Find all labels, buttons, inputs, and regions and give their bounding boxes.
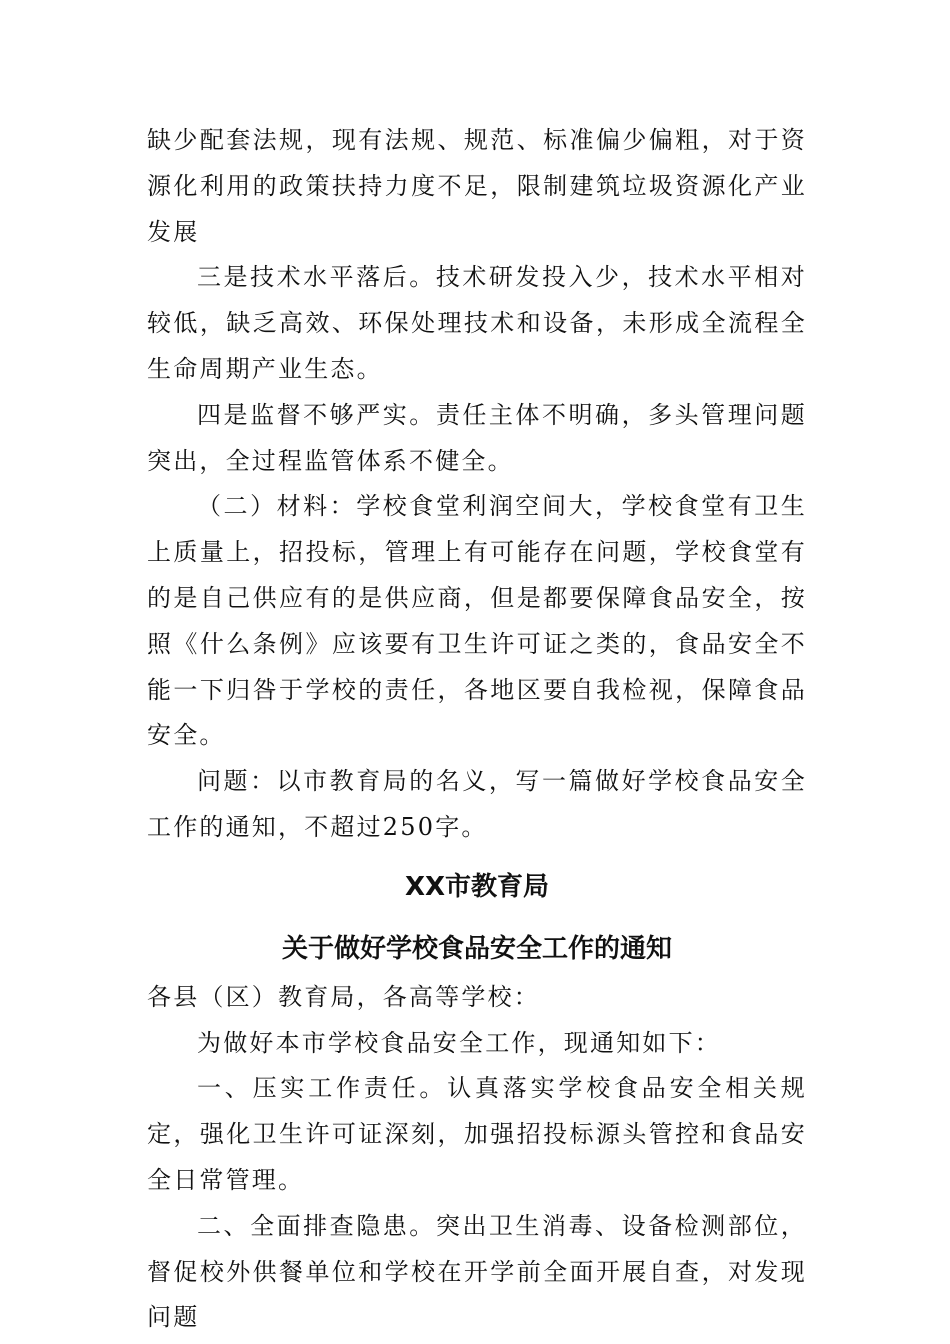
- notice-title: 关于做好学校食品安全工作的通知: [281, 933, 672, 964]
- notice-item-1: 一、压实工作责任。认真落实学校食品安全相关规定，强化卫生许可证深刻，加强招投标源头管控和食品安全日常管理。: [147, 1074, 807, 1194]
- question-paragraph: 问题：以市教育局的名义，写一篇做好学校食品安全工作的通知，不超过250字。: [147, 767, 807, 841]
- notice-opening: 为做好本市学校食品安全工作，现通知如下：: [197, 1028, 721, 1057]
- document-body: [147, 118, 807, 1341]
- material-paragraph: （二）材料：学校食堂利润空间大，学校食堂有卫生上质量上，招投标，管理上有可能存在问题，学校食堂有的是自己供应有的是供应商，但是都要保障食品安全，按照《什么条例》应该要有卫生许可证之类的，食品安全不能一下归咎于学校的责任，各地区要自我检视，保障食品安全。: [147, 492, 807, 750]
- intro-paragraph-2: 三是技术水平落后。技术研发投入少，技术水平相对较低，缺乏高效、环保处理技术和设备，未形成全流程全生命周期产业生态。: [147, 263, 807, 383]
- intro-paragraph-1: 缺少配套法规，现有法规、规范、标准偏少偏粗，对于资源化利用的政策扶持力度不足，限制建筑垃圾资源化产业发展: [147, 126, 807, 246]
- notice-item-2: 二、全面排查隐患。突出卫生消毒、设备检测部位，督促校外供餐单位和学校在开学前全面开展自查，对发现问题: [147, 1211, 807, 1332]
- notice-salutation: 各县（区）教育局，各高等学校：: [147, 982, 540, 1011]
- notice-issuer: XX市教育局: [404, 871, 550, 902]
- intro-paragraph-3: 四是监督不够严实。责任主体不明确，多头管理问题突出，全过程监管体系不健全。: [147, 400, 807, 475]
